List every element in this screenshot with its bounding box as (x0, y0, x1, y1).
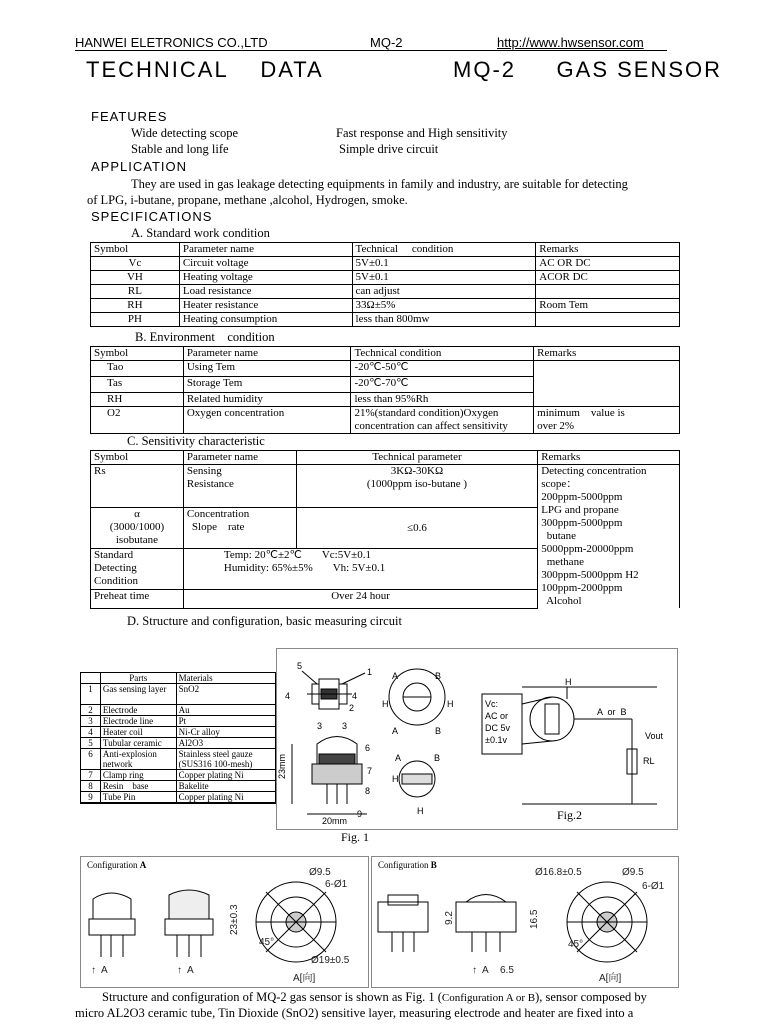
table-cell: Stainless steel gauze (SUS316 100-mesh) (176, 749, 275, 770)
table-header: Remarks (536, 243, 680, 257)
table-cell: Tas (91, 377, 184, 393)
table-row (91, 313, 680, 327)
configuration-label-letter: B (430, 860, 437, 870)
rs-value-note: (1000ppm iso-butane ) (366, 478, 468, 490)
table-header: Remarks (538, 451, 680, 465)
table-cell: Rs (91, 465, 184, 508)
fig2-vc-label: ±0.1v (485, 735, 507, 745)
arrow-a-label: ↑ (177, 965, 182, 976)
table-cell: Electrode line (100, 716, 176, 727)
table-row (91, 257, 680, 271)
fig1-height-dim: 23mm (277, 753, 287, 779)
product-title: MQ-2 GAS SENSOR (453, 57, 723, 82)
table-row (81, 716, 276, 727)
fig1-label: 3 (317, 721, 323, 731)
table-cell (91, 508, 184, 549)
table-cell: 3 (81, 716, 101, 727)
vc-condition: Vc:5V±0.1 (321, 549, 371, 561)
arrow-a-text: A (482, 965, 489, 976)
table-row (81, 738, 276, 749)
table-row (91, 299, 680, 313)
table-row (81, 749, 276, 770)
config-b-height2: 16.5 (529, 909, 540, 929)
fig2-vout-label: Vout (645, 731, 664, 741)
table-cell (534, 407, 680, 434)
table-header-row (91, 451, 680, 465)
table-cell (183, 508, 296, 549)
table-cell: Related humidity (183, 393, 351, 407)
fig1-width-dim: 20mm (322, 816, 348, 826)
table-row (81, 770, 276, 781)
remark-line: 5000ppm-20000ppm (541, 543, 634, 555)
footer-paragraph (75, 989, 697, 1006)
table-cell: 5V±0.1 (352, 257, 536, 271)
table-cell: less than 800mw (352, 313, 536, 327)
feature-item: Stable and long life (131, 142, 229, 156)
header-url-link[interactable]: http://www.hwsensor.com (497, 35, 644, 50)
config-b-direction: A[向] (599, 973, 622, 984)
table-row (81, 803, 276, 804)
table-cell: 9 (81, 792, 101, 803)
fig1-label: 4 (285, 691, 291, 701)
table-standard-work-condition (90, 242, 680, 327)
application-heading: APPLICATION (91, 159, 188, 174)
rs-param-line: Sensing (186, 465, 222, 477)
fig1-label: H (447, 699, 454, 709)
arrow-a-label: ↑ (472, 965, 477, 976)
config-b-width: 6.5 (500, 965, 514, 976)
o2-condition-line2: concentration can affect sensitivity (354, 420, 508, 432)
config-a-height-dim: 23±0.3 (229, 904, 240, 935)
o2-remark-line1: minimum value is (537, 407, 625, 419)
table-row (81, 684, 276, 705)
table-cell: Al2O3 (176, 738, 275, 749)
config-b-diameter: Ø9.5 (622, 867, 644, 878)
alpha-symbol: isobutane (115, 534, 159, 546)
footer-paragraph-line2: micro AL2O3 ceramic tube, Tin Dioxide (SnO2) sensitive layer, measuring electrode and heater are fixed into a (75, 1006, 634, 1020)
table-cell: Electrode (100, 705, 176, 716)
footer-text: Structure and configuration of MQ-2 gas sensor is shown as Fig. 1 ( (102, 990, 442, 1004)
table-cell (81, 803, 101, 804)
table-cell: RH (91, 393, 184, 407)
fig1-label: B (435, 671, 442, 681)
configuration-b-box (371, 856, 679, 988)
table-cell: Copper plating Ni (176, 770, 275, 781)
configuration-a-diagram (81, 857, 368, 987)
fig1-label: 3 (342, 721, 348, 731)
remark-line: 200ppm-5000ppm (541, 491, 623, 503)
table-header: Symbol (91, 347, 184, 361)
table-header: Technical condition (351, 347, 534, 361)
table-cell (100, 803, 176, 804)
table-cell: Storage Tem (183, 377, 351, 393)
fig1-label: A (392, 671, 399, 681)
table-cell: Tube Pin (100, 792, 176, 803)
table-row (81, 727, 276, 738)
fig1-label: A (392, 726, 399, 736)
sensor-structure-diagram (277, 649, 677, 829)
config-a-direction: A[向] (293, 973, 316, 984)
feature-item: Wide detecting scope (131, 126, 239, 140)
table-cell: 4 (81, 727, 101, 738)
table-cell: Heating consumption (179, 313, 352, 327)
remark-line: 300ppm-5000ppm (541, 517, 623, 529)
table-cell (536, 313, 680, 327)
table-row (81, 792, 276, 803)
table-header-row (81, 673, 276, 684)
fig2-vc-label: DC 5v (485, 723, 511, 733)
table-cell: AC OR DC (536, 257, 680, 271)
fig2-caption: Fig.2 (557, 808, 583, 822)
fig2-rl-label: RL (643, 756, 655, 766)
config-a-angle: 45° (259, 937, 275, 948)
o2-remark-line2: over 2% (537, 420, 575, 432)
table-cell: Load resistance (179, 285, 352, 299)
table-b-caption: B. Environment condition (135, 330, 275, 344)
fig1-label: B (435, 726, 442, 736)
table-cell: 2 (81, 705, 101, 716)
standard-label: Standard (94, 549, 134, 561)
remark-line: methane (541, 556, 584, 568)
table-cell: Vc (91, 257, 180, 271)
header-rule (75, 50, 667, 51)
table-cell: Oxygen concentration (183, 407, 351, 434)
alpha-param: Concentration (186, 508, 250, 520)
table-cell: Au (176, 705, 275, 716)
table-row (91, 407, 680, 434)
table-header: Technical parameter (296, 451, 537, 465)
remark-line: LPG and propane (541, 504, 619, 516)
table-cell (538, 465, 680, 609)
remark-line: Detecting concentration (541, 465, 647, 477)
fig1-label: A (395, 753, 402, 763)
rs-param-line: Resistance (186, 478, 234, 490)
config-b-angle: 45° (568, 939, 584, 950)
fig1-label: 7 (367, 766, 373, 776)
application-text: They are used in gas leakage detecting equipments in family and industry, are suitable for detecting (131, 177, 628, 191)
table-cell (296, 465, 537, 508)
table-cell: 5 (81, 738, 101, 749)
fig1-label: 4 (352, 691, 358, 701)
fig1-label: 9 (357, 809, 363, 819)
table-cell: SnO2 (176, 684, 275, 705)
arrow-a-text: A (187, 965, 194, 976)
table-cell: Over 24 hour (183, 590, 537, 609)
table-sensitivity-characteristic (90, 450, 680, 609)
remark-line: Alcohol (541, 595, 582, 607)
fig1-label: H (417, 806, 424, 816)
table-row (91, 465, 680, 508)
arrow-a-text: A (101, 965, 108, 976)
table-cell: ACOR DC (536, 271, 680, 285)
feature-item: Fast response and High sensitivity (336, 126, 508, 140)
configuration-b-label (378, 860, 437, 870)
fig1-caption: Fig. 1 (341, 830, 370, 844)
config-a-pins: 6-Ø1 (325, 879, 348, 890)
fig2-vc-label: Vc: (485, 699, 499, 709)
table-cell: -20℃-50℃ (351, 361, 534, 377)
fig1-label: 8 (365, 786, 371, 796)
table-header: Symbol (91, 451, 184, 465)
remark-line: 100ppm-2000ppm (541, 582, 623, 594)
features-heading: FEATURES (91, 109, 168, 124)
application-text: of LPG, i-butane, propane, methane ,alcohol, Hydrogen, smoke. (87, 193, 408, 207)
table-header: Parameter name (179, 243, 352, 257)
table-cell: ≤0.6 (296, 508, 537, 549)
config-b-height1: 9.2 (444, 911, 455, 925)
config-a-base-diameter: Ø19±0.5 (311, 955, 350, 966)
fig1-label: B (434, 753, 441, 763)
rs-value: 3KΩ-30KΩ (390, 465, 444, 477)
table-cell: PH (91, 313, 180, 327)
fig2-h-label: H (565, 677, 572, 687)
fig1-label: H (382, 699, 389, 709)
humidity-condition: Humidity: 65%±5% (223, 562, 313, 574)
standard-label: Condition (94, 575, 139, 587)
alpha-param: Slope rate (191, 521, 245, 533)
table-cell: less than 95%Rh (351, 393, 534, 407)
fig1-label: 5 (297, 661, 303, 671)
company-name: HANWEI ELETRONICS CO.,LTD (75, 35, 268, 50)
table-cell: 7 (81, 770, 101, 781)
table-cell: Heater coil (100, 727, 176, 738)
table-header (81, 673, 101, 684)
table-cell: Room Tem (536, 299, 680, 313)
table-cell: Gas sensing layer (100, 684, 176, 705)
table-cell: O2 (91, 407, 184, 434)
fig2-vc-label: AC or (485, 711, 509, 721)
table-row (91, 271, 680, 285)
table-cell: Pt (176, 716, 275, 727)
parts-table (80, 672, 276, 804)
temp-condition: Temp: 20℃±2℃ (223, 549, 302, 561)
table-cell (534, 361, 680, 407)
table-cell (351, 407, 534, 434)
table-cell: VH (91, 271, 180, 285)
table-cell: -20℃-70℃ (351, 377, 534, 393)
table-cell: Ni-Cr alloy (176, 727, 275, 738)
configuration-label-letter: A (139, 860, 147, 870)
table-cell (183, 465, 296, 508)
alpha-symbol: α (134, 508, 140, 520)
table-header: Symbol (91, 243, 180, 257)
remark-line: scope： (541, 478, 578, 490)
header-model: MQ-2 (370, 35, 403, 50)
fig1-label: 6 (365, 743, 371, 753)
table-cell: Copper plating Ni (176, 792, 275, 803)
table-cell: Circuit voltage (179, 257, 352, 271)
standard-label: Detecting (94, 562, 137, 574)
table-cell: RH (91, 299, 180, 313)
fig1-label: 1 (367, 667, 373, 677)
table-header: Remarks (534, 347, 680, 361)
table-header: Technical condition (352, 243, 536, 257)
arrow-a-label: ↑ (91, 965, 96, 976)
table-cell: Tao (91, 361, 184, 377)
table-row (91, 285, 680, 299)
configuration-label-text: Configuration (378, 860, 431, 870)
table-cell: 6 (81, 749, 101, 770)
table-header: Parameter name (183, 451, 296, 465)
table-cell (536, 285, 680, 299)
table-cell (176, 803, 275, 804)
table-c-caption: C. Sensitivity characteristic (127, 434, 265, 448)
table-cell: Heating voltage (179, 271, 352, 285)
table-cell: Using Tem (183, 361, 351, 377)
table-d-caption: D. Structure and configuration, basic measuring circuit (127, 614, 402, 628)
table-cell: 8 (81, 781, 101, 792)
specifications-heading: SPECIFICATIONS (91, 209, 213, 224)
alpha-symbol: (3000/1000) (109, 521, 165, 533)
configuration-a-label (87, 860, 146, 870)
table-a-caption: A. Standard work condition (131, 226, 270, 240)
table-cell (183, 549, 537, 590)
table-cell: Preheat time (91, 590, 184, 609)
remark-line: 300ppm-5000ppm H2 (541, 569, 639, 581)
fig2-aorb-label: A or B (597, 707, 627, 717)
table-row (91, 361, 680, 377)
table-row (81, 705, 276, 716)
table-cell: Tubular ceramic (100, 738, 176, 749)
table-cell: 5V±0.1 (352, 271, 536, 285)
table-cell: 1 (81, 684, 101, 705)
configuration-a-box (80, 856, 369, 988)
table-cell: RL (91, 285, 180, 299)
table-cell: 33Ω±5% (352, 299, 536, 313)
table-cell: Anti-explosion network (100, 749, 176, 770)
table-header-row (91, 347, 680, 361)
table-cell: Clamp ring (100, 770, 176, 781)
table-header: Materials (176, 673, 275, 684)
config-b-pins: 6-Ø1 (642, 881, 665, 892)
table-header: Parts (100, 673, 176, 684)
footer-text: ), sensor composed by (535, 990, 647, 1004)
feature-item: Simple drive circuit (339, 142, 439, 156)
figure-box (276, 648, 678, 830)
table-cell: Bakelite (176, 781, 275, 792)
table-cell (91, 549, 184, 590)
fig1-label: 2 (349, 703, 355, 713)
table-cell: Resin base (100, 781, 176, 792)
o2-condition-line1: 21%(standard condition)Oxygen (354, 407, 499, 419)
table-environment-condition (90, 346, 680, 434)
remark-line: butane (541, 530, 577, 542)
config-a-diameter: Ø9.5 (309, 867, 331, 878)
configuration-b-diagram (372, 857, 678, 987)
table-header: Parameter name (183, 347, 351, 361)
fig1-label: H (392, 774, 399, 784)
page-title: TECHNICAL DATA (86, 57, 324, 82)
table-cell: Heater resistance (179, 299, 352, 313)
config-b-outer-diameter: Ø16.8±0.5 (535, 867, 582, 878)
configuration-label-text: Configuration (87, 860, 140, 870)
vh-condition: Vh: 5V±0.1 (332, 562, 386, 574)
table-cell: can adjust (352, 285, 536, 299)
table-row (81, 781, 276, 792)
footer-config-ref: Configuration A or B (441, 992, 536, 1004)
table-header-row (91, 243, 680, 257)
